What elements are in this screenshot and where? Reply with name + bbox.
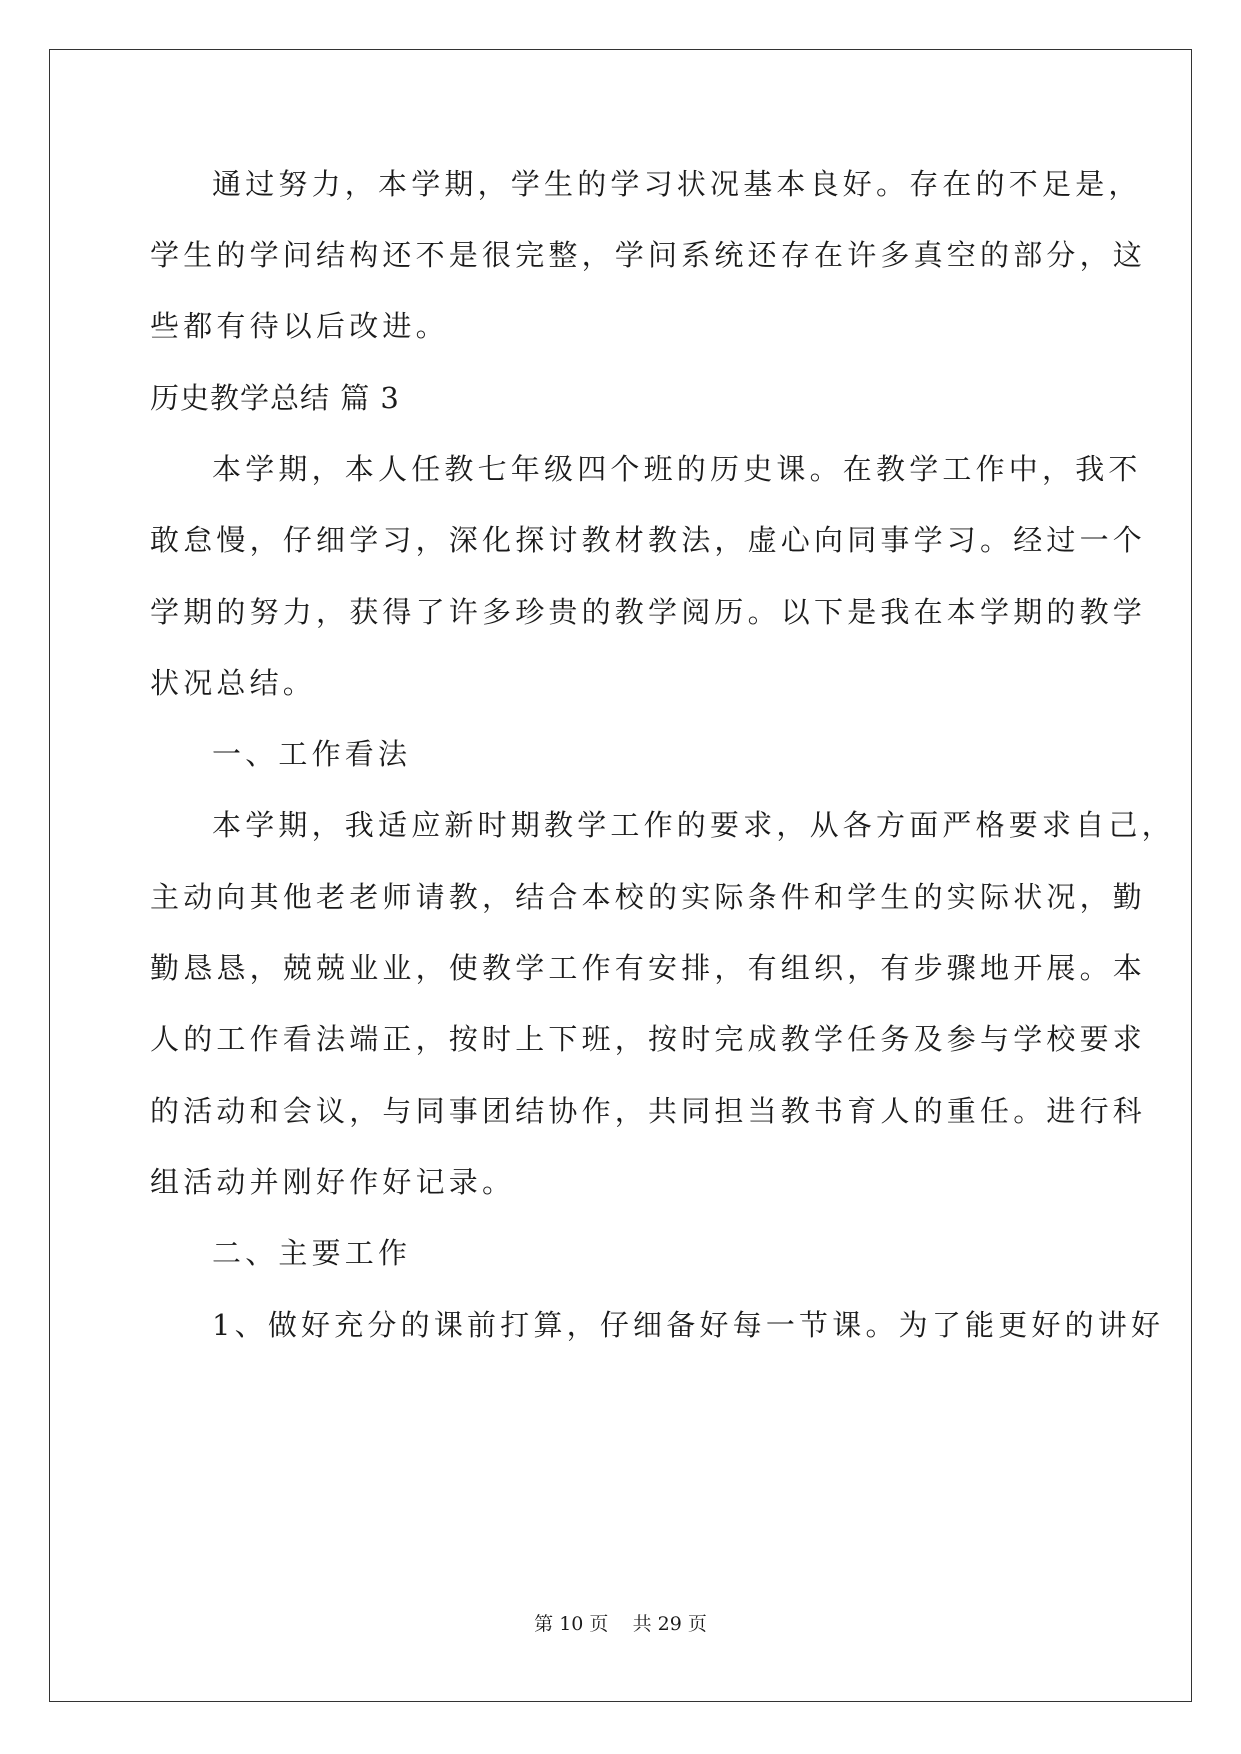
- page-number-footer: 第 10 页 共 29 页: [534, 1613, 707, 1635]
- paragraph-line: 主动向其他老老师请教，结合本校的实际条件和学生的实际状况，勤: [150, 880, 1147, 914]
- paragraph-line: 本学期，我适应新时期教学工作的要求，从各方面严格要求自己，: [212, 808, 1175, 842]
- paragraph-line: 本学期，本人任教七年级四个班的历史课。在教学工作中，我不: [212, 452, 1142, 486]
- paragraph-line: 敢怠慢，仔细学习，深化探讨教材教法，虚心向同事学习。经过一个: [150, 523, 1147, 557]
- paragraph-line: 学期的努力，获得了许多珍贵的教学阅历。以下是我在本学期的教学: [150, 595, 1147, 629]
- paragraph-line: 学生的学问结构还不是很完整，学问系统还存在许多真空的部分，这: [150, 238, 1147, 272]
- paragraph-line: 通过努力，本学期，学生的学习状况基本良好。存在的不足是，: [212, 167, 1142, 201]
- subsection-heading: 一、工作看法: [212, 737, 412, 771]
- paragraph-line: 些都有待以后改进。: [150, 309, 449, 343]
- paragraph-line: 状况总结。: [150, 666, 317, 700]
- paragraph-line: 勤恳恳，兢兢业业，使教学工作有安排，有组织，有步骤地开展。本: [150, 951, 1147, 985]
- paragraph-line: 组活动并刚好作好记录。: [150, 1165, 516, 1199]
- paragraph-line: 1、做好充分的课前打算，仔细备好每一节课。为了能更好的讲好: [212, 1308, 1165, 1342]
- paragraph-line: 人的工作看法端正，按时上下班，按时完成教学任务及参与学校要求: [150, 1022, 1147, 1056]
- paragraph-line: 的活动和会议，与同事团结协作，共同担当教书育人的重任。进行科: [150, 1094, 1147, 1128]
- subsection-heading: 二、主要工作: [212, 1236, 412, 1270]
- page-border: [49, 49, 1192, 1702]
- section-heading: 历史教学总结 篇 3: [150, 381, 400, 415]
